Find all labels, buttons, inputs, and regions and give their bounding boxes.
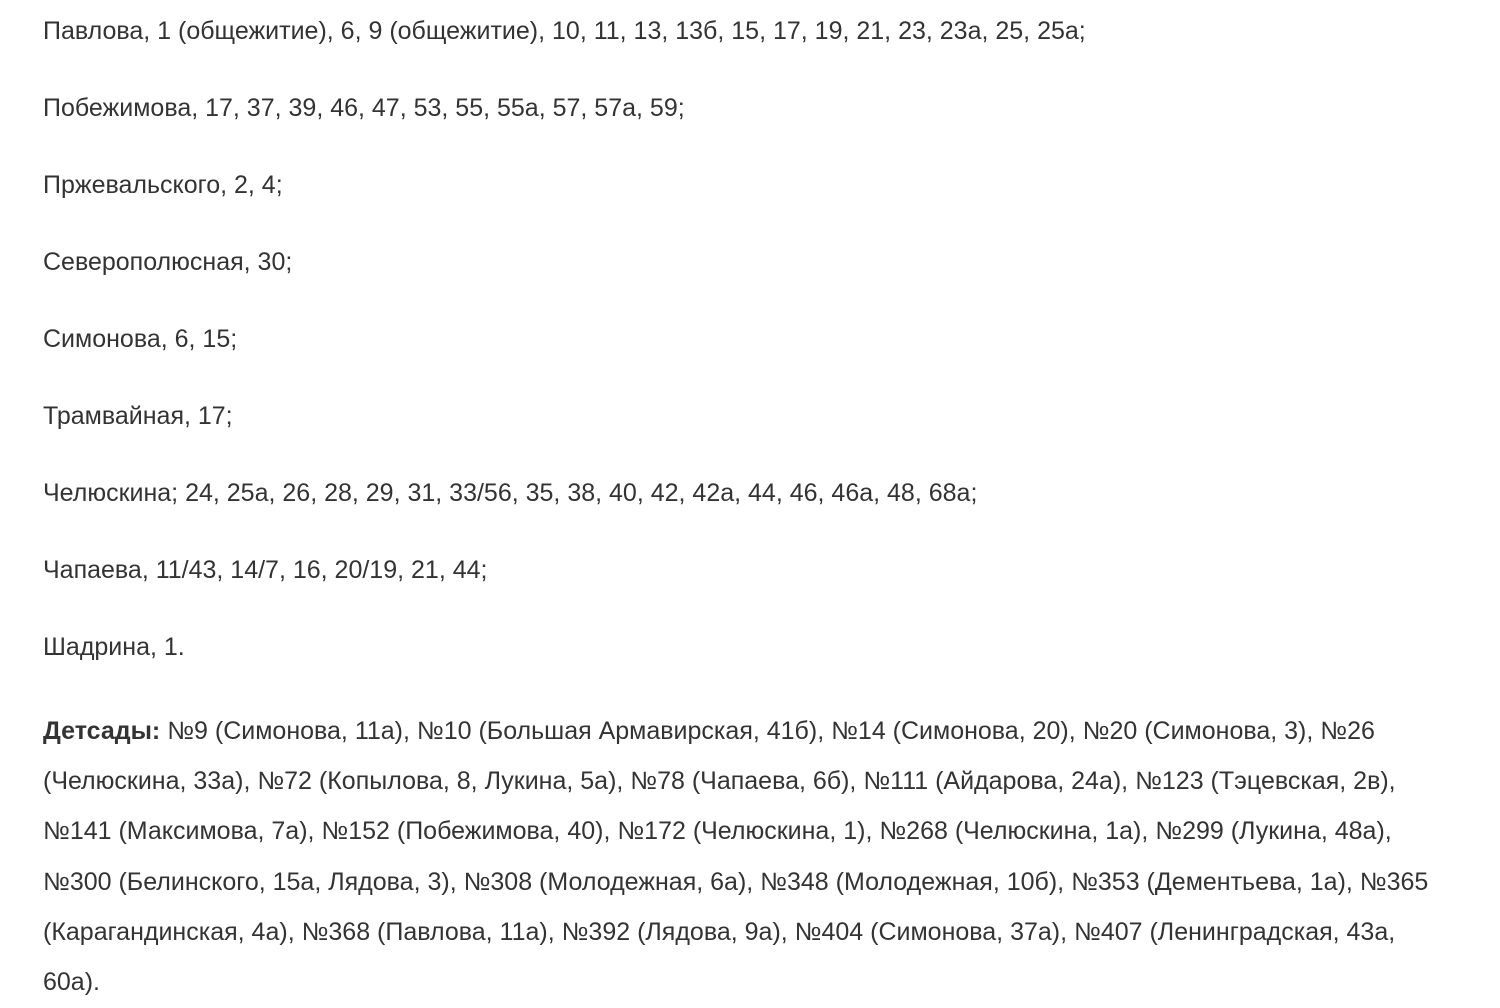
kindergartens-label: Детсады: (43, 717, 161, 745)
kindergartens-paragraph (43, 706, 1433, 1007)
street-line-przhevalskogo: Пржевальского, 2, 4; (43, 171, 283, 199)
street-line-pavlova: Павлова, 1 (общежитие), 6, 9 (общежитие), 10, 11, 13, 13б, 15, 17, 19, 21, 23, 23а, 25, 25а; (43, 17, 1086, 45)
street-line-shadrina: Шадрина, 1. (43, 633, 185, 661)
street-line-severopolyusnaya: Северополюсная, 30; (43, 248, 293, 276)
street-line-pobezhimova: Побежимова, 17, 37, 39, 46, 47, 53, 55, 55а, 57, 57а, 59; (43, 94, 685, 122)
street-line-chelyuskina: Челюскина; 24, 25а, 26, 28, 29, 31, 33/56, 35, 38, 40, 42, 42а, 44, 46, 46а, 48, 68а; (43, 479, 978, 507)
kindergartens-list: №9 (Симонова, 11а), №10 (Большая Армавирская, 41б), №14 (Симонова, 20), №20 (Симонова, 3), №26 (Челюскина, 33а), №72 (Копылова, 8, Лукина, 5а), №78 (Чапаева, 6б), №111 (Айдарова, 24а), №123 (Тэцевская, 2в), №141 (Максимова, 7а), №152 (Побежимова, 40), №172 (Челюскина, 1), №268 (Челюскина, 1а), №299 (Лукина, 48а), №300 (Белинского, 15а, Лядова, 3), №308 (Молодежная, 6а), №348 (Молодежная, 10б), №353 (Дементьева, 1а), №365 (Карагандинская, 4а), №368 (Павлова, 11а), №392 (Лядова, 9а), №404 (Симонова, 37а), №407 (Ленинградская, 43а, 60а). (43, 717, 1429, 997)
street-line-simonova: Симонова, 6, 15; (43, 325, 238, 353)
street-line-tramvaynaya: Трамвайная, 17; (43, 402, 233, 430)
street-line-chapaeva: Чапаева, 11/43, 14/7, 16, 20/19, 21, 44; (43, 556, 488, 584)
